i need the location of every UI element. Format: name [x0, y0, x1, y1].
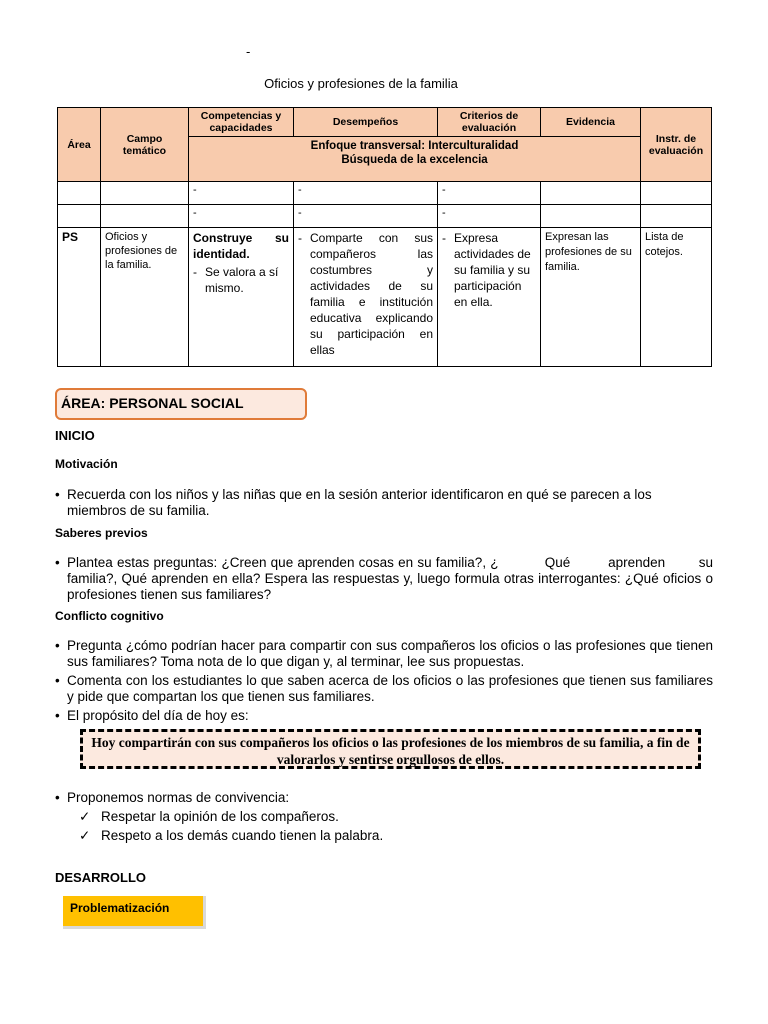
- header-instrumento: Instr. de evaluación: [641, 108, 712, 182]
- norma-item-2: [79, 828, 383, 844]
- desarrollo-heading: DESARROLLO: [55, 870, 146, 885]
- empty-cell: [641, 182, 712, 205]
- competencia-text: Construye su identidad.: [193, 231, 289, 261]
- bullet-dot: •: [55, 673, 60, 688]
- enfoque-transversal: [189, 137, 641, 182]
- header-criterios: Criterios de evaluación: [438, 108, 541, 137]
- problematizacion-box: [63, 896, 206, 929]
- check-icon: ✓: [79, 828, 91, 843]
- empty-dash-cell: -: [438, 205, 541, 228]
- norma-item-1: [79, 809, 339, 825]
- inicio-heading: INICIO: [55, 428, 95, 443]
- bullet-dash: -: [442, 231, 446, 245]
- bullet-dot: •: [55, 487, 60, 502]
- empty-cell: [101, 205, 189, 228]
- norma-text-1: Respetar la opinión de los compañeros.: [101, 809, 339, 824]
- area-title: ÁREA: PERSONAL SOCIAL: [61, 395, 244, 411]
- bullet-dot: •: [55, 555, 60, 570]
- saberes-text: Plantea estas preguntas: ¿Creen que aprenden cosas en su familia?, ¿ Qué aprenden su familia?, Qué aprenden en ella? Espera las respuestas y, luego formula otras interrogantes: ¿Qué oficios o profesiones tienen sus familiares?: [67, 555, 717, 602]
- page-title: Oficios y profesiones de la familia: [264, 76, 458, 91]
- norma-text-2: Respeto a los demás cuando tienen la palabra.: [101, 828, 384, 843]
- conflicto-bullet-2: [55, 673, 713, 705]
- row-area: PS: [58, 228, 101, 367]
- empty-dash-cell: -: [438, 182, 541, 205]
- enfoque-line-2: Búsqueda de la excelencia: [341, 154, 488, 166]
- check-icon: ✓: [79, 809, 91, 824]
- conflicto-bullet-1: [55, 638, 713, 670]
- conflicto-text-1: Pregunta ¿cómo podrían hacer para compartir con sus compañeros los oficios o las profesiones que tienen sus familiares? Toma nota de lo que digan y, al terminar, lee sus propuestas.: [67, 638, 713, 669]
- header-desempenos: Desempeños: [294, 108, 438, 137]
- empty-dash-cell: -: [294, 205, 438, 228]
- row-competencia: [189, 228, 294, 367]
- session-plan-table: [57, 107, 712, 367]
- enfoque-line-1: Enfoque transversal: Interculturalidad: [310, 140, 519, 152]
- bullet-dash: -: [298, 231, 302, 245]
- normas-text: Proponemos normas de convivencia:: [67, 790, 290, 805]
- empty-cell: [541, 182, 641, 205]
- row-instrumento: Lista de cotejos.: [641, 228, 712, 367]
- area-title-box: [55, 388, 307, 420]
- desempeno-text: Comparte con sus compañeros las costumbres y actividades de su familia e institución educativa explicando su participación en ellas: [310, 231, 433, 357]
- conflicto-text-3: El propósito del día de hoy es:: [67, 708, 249, 723]
- empty-cell: [641, 205, 712, 228]
- empty-dash-cell: -: [294, 182, 438, 205]
- empty-dash-cell: -: [189, 205, 294, 228]
- empty-cell: [101, 182, 189, 205]
- motivacion-heading: Motivación: [55, 457, 118, 471]
- capacidad-text: Se valora a sí mismo.: [205, 265, 279, 295]
- bullet-dot: •: [55, 708, 60, 723]
- saberes-bullet: [55, 555, 717, 603]
- empty-dash-cell: -: [189, 182, 294, 205]
- header-area: Área: [58, 108, 101, 182]
- problematizacion-label: Problematización: [70, 901, 170, 915]
- normas-bullet: [55, 790, 713, 806]
- header-competencias: Competencias y capacidades: [189, 108, 294, 137]
- motivacion-text: Recuerda con los niños y las niñas que en la sesión anterior identificaron en qué se parecen a los miembros de su familia.: [67, 487, 652, 518]
- bullet-dot: •: [55, 638, 60, 653]
- header-dash: -: [246, 44, 251, 59]
- conflicto-text-2: Comenta con los estudiantes lo que saben acerca de los oficios o las profesiones que tienen sus familiares y pide que compartan los que tienen sus familiares.: [67, 673, 713, 704]
- motivacion-bullet: [55, 487, 713, 519]
- empty-cell: [58, 205, 101, 228]
- empty-cell: [58, 182, 101, 205]
- criterio-text: Expresa actividades de su familia y su participación en ella.: [454, 231, 531, 309]
- row-desempeno: [294, 228, 438, 367]
- bullet-dot: •: [55, 790, 60, 805]
- header-campo: Campo temático: [101, 108, 189, 182]
- empty-cell: [541, 205, 641, 228]
- row-evidencia: Expresan las profesiones de su familia.: [541, 228, 641, 367]
- bullet-dash: -: [193, 265, 197, 279]
- header-evidencia: Evidencia: [541, 108, 641, 137]
- conflicto-heading: Conflicto cognitivo: [55, 609, 164, 623]
- conflicto-bullet-3: [55, 708, 713, 724]
- purpose-box: Hoy compartirán con sus compañeros los oficios o las profesiones de los miembros de su familia, a fin de valorarlos y sentirse orgullosos de ellos.: [80, 729, 701, 769]
- row-criterio: [438, 228, 541, 367]
- row-campo: Oficios y profesiones de la familia.: [101, 228, 189, 367]
- saberes-heading: Saberes previos: [55, 526, 148, 540]
